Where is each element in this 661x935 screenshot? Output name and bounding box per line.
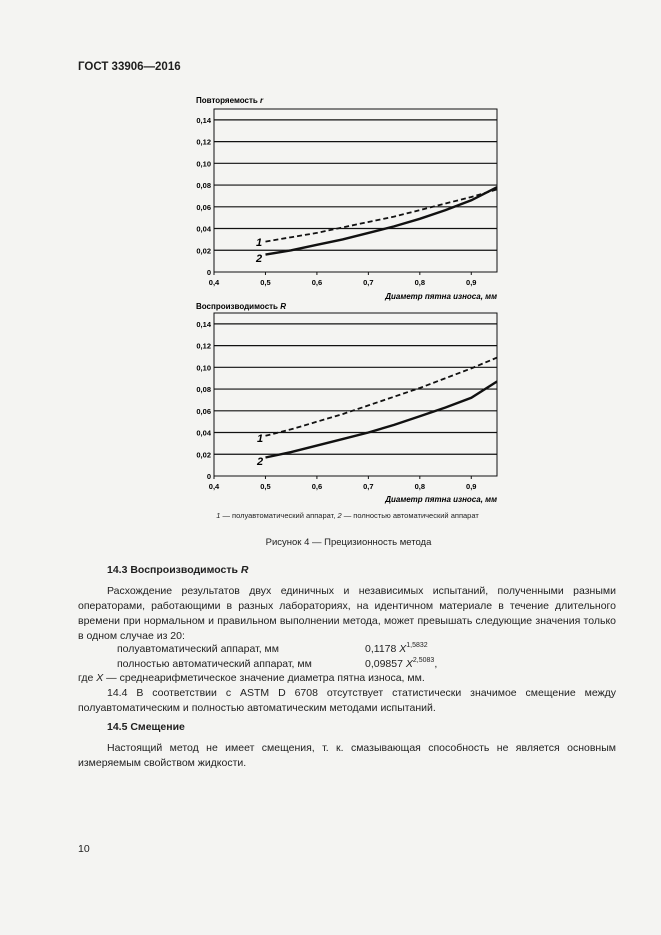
- x-tick-label: 0,9: [466, 278, 477, 287]
- where-pre: где: [78, 672, 97, 684]
- legend-num-2: 2: [337, 511, 342, 520]
- formula-semi-value: [365, 642, 428, 655]
- x-tick-label: 0,5: [260, 278, 271, 287]
- formula-semi-var: X: [399, 643, 407, 655]
- section-14-3-var: R: [240, 564, 249, 576]
- y-tick-label: 0,10: [196, 159, 211, 169]
- x-tick-label: 0,9: [466, 482, 477, 491]
- section-14-3-label: 14.3 Воспроизводимость: [107, 564, 241, 576]
- formula-auto-exp: 2,5083: [412, 657, 435, 664]
- section-14-3-title: [78, 563, 616, 578]
- y-tick-label: 0,02: [196, 450, 211, 460]
- formula-semi-coef: 0,1178: [365, 643, 400, 655]
- figure-legend: [0, 511, 661, 520]
- x-tick-label: 0,4: [208, 482, 220, 491]
- curve-label-1: 1: [257, 433, 264, 445]
- x-tick-label: 0,6: [311, 482, 323, 491]
- y-tick-label: 0,14: [196, 115, 211, 125]
- series-line-2: [266, 382, 498, 458]
- formula-auto-tail: ,: [434, 658, 438, 670]
- curve-label-2: 2: [257, 456, 264, 468]
- formula-auto-value: [365, 657, 437, 670]
- y-tick-label: 0,14: [196, 319, 211, 329]
- y-axis-label: Воспроизводимость R: [196, 302, 286, 311]
- figure-caption: Рисунок 4 — Прецизионность метода: [265, 537, 432, 548]
- where-post: — среднеарифметическое значение диаметра пятна износа, мм.: [103, 672, 425, 684]
- x-tick-label: 0,7: [363, 482, 374, 491]
- y-tick-label: 0,12: [196, 341, 211, 351]
- y-tick-label: 0,04: [196, 224, 211, 234]
- y-tick-label: 0,04: [196, 428, 211, 438]
- where-line: [78, 672, 425, 684]
- y-axis-label: Повторяемость r: [196, 96, 264, 105]
- y-tick-label: 0,02: [196, 246, 211, 256]
- y-tick-label: 0: [206, 268, 211, 277]
- formula-auto-var: X: [405, 658, 413, 670]
- x-tick-label: 0,6: [311, 278, 323, 287]
- curve-label-2: 2: [256, 253, 263, 265]
- x-axis-label: Диаметр пятна износа, мм: [385, 292, 497, 301]
- y-tick-label: 0,08: [196, 385, 211, 395]
- curve-label-1: 1: [256, 237, 263, 249]
- formula-auto-label: полностью автоматический аппарат, мм: [117, 658, 312, 670]
- formula-auto-coef: 0,09857: [365, 658, 406, 670]
- paragraph-14-4: 14.4 В соответствии с ASTM D 6708 отсутствует статистически значимое смещение между полуавтоматическим и полностью автоматическим методами испытаний.: [78, 687, 616, 714]
- y-tick-label: 0,06: [196, 406, 211, 416]
- plot-frame: [214, 313, 497, 476]
- legend-text-1: — полуавтоматический аппарат,: [220, 511, 338, 520]
- legend-num-1: 1: [216, 511, 221, 520]
- where-var: X: [96, 672, 104, 684]
- y-tick-label: 0,10: [196, 363, 211, 373]
- series-line-1: [266, 358, 498, 436]
- paragraph-14-5: Настоящий метод не имеет смещения, т. к. смазывающая способность не является основным измеряемым свойством жидкости.: [78, 742, 616, 769]
- y-tick-label: 0,06: [196, 202, 211, 212]
- formula-semi-exp: 1,5832: [406, 642, 428, 649]
- x-axis-label: Диаметр пятна износа, мм: [385, 495, 497, 504]
- x-tick-label: 0,7: [363, 278, 374, 287]
- page-number: 10: [78, 843, 90, 855]
- y-tick-label: 0,08: [196, 181, 211, 191]
- document-header: ГОСТ 33906—2016: [78, 61, 181, 73]
- legend-text-2: — полностью автоматический аппарат: [341, 511, 479, 520]
- formula-semi-label: полуавтоматический аппарат, мм: [117, 643, 279, 655]
- section-14-5-title: 14.5 Смещение: [107, 721, 185, 733]
- paragraph-reproducibility: Расхождение результатов двух единичных и независимых испытаний, полученными разными операторами, работающими в разных лабораториях, на идентичном материале в течение длительного времени при нормальном и правильном выполнении метода, может превышать следующие значения только в одном случае из 20:: [78, 585, 616, 642]
- y-tick-label: 0: [206, 472, 211, 481]
- x-tick-label: 0,4: [208, 278, 220, 287]
- x-tick-label: 0,8: [414, 278, 426, 287]
- x-tick-label: 0,8: [414, 482, 426, 491]
- y-tick-label: 0,12: [196, 137, 211, 147]
- x-tick-label: 0,5: [260, 482, 271, 491]
